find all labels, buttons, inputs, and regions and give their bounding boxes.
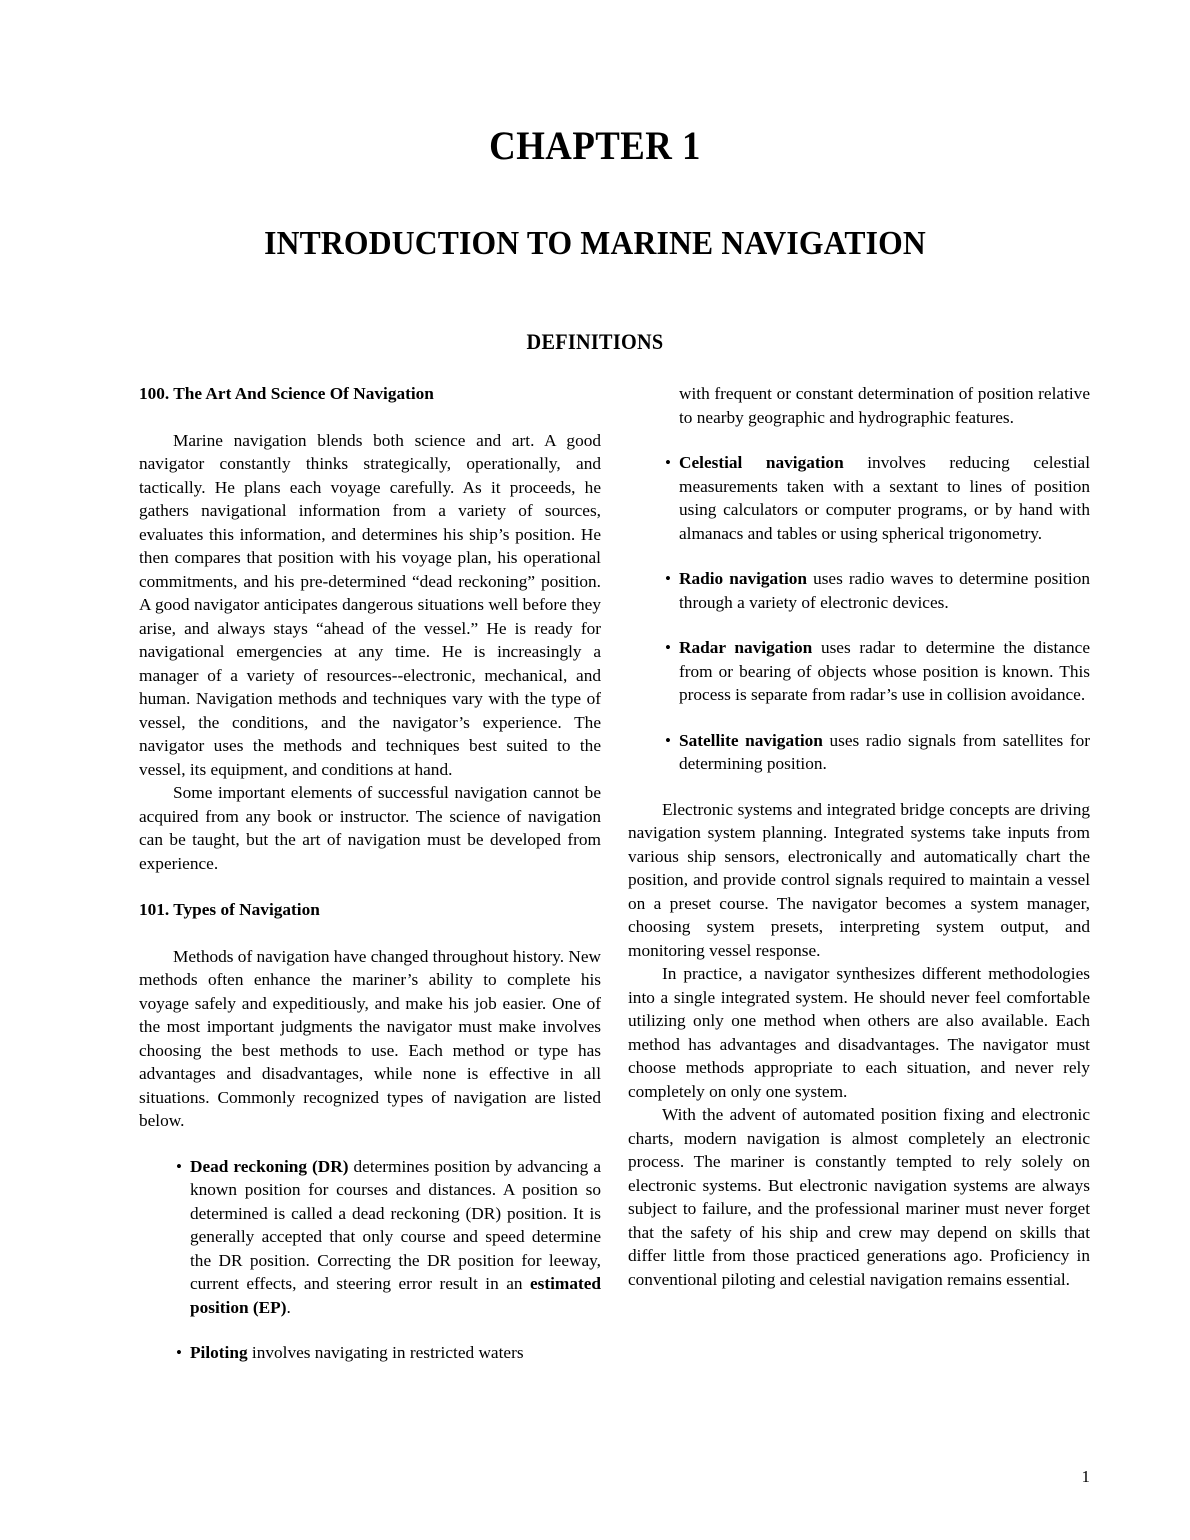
left-column: [139, 382, 601, 1365]
section-heading-definitions: DEFINITIONS: [526, 329, 664, 354]
spacer: [139, 1133, 601, 1155]
paragraph-electronic-systems: Electronic systems and integrated bridge concepts are driving navigation system planning. Integrated systems take inputs from various ship sensors, electronically and automatically chart the position, and provide control signals required to maintain a vessel on a preset course. The navigator becomes a system manager, choosing system presets, interpreting system output, and monitoring vessel response.: [628, 799, 1090, 960]
spacer: [139, 406, 601, 429]
bullet-icon: •: [176, 1343, 182, 1362]
list-item-term: Celestial navigation: [679, 453, 844, 472]
list-item-term: Piloting: [190, 1343, 248, 1362]
navigation-types-list-right-continuation: [628, 382, 1090, 776]
bullet-icon: •: [665, 638, 671, 657]
list-item-text: involves navigating in restricted waters: [247, 1343, 524, 1362]
navigation-types-list-left: [139, 1155, 601, 1365]
paragraph-100-1: Marine navigation blends both science and art. A good navigator constantly thinks strategically, operationally, and tactically. He plans each voyage carefully. As it proceeds, he gathers navigational information from a variety of sources, evaluates this information, and determines his ship’s position. He then compares that position with his voyage plan, his operational commitments, and his pre-determined “dead reckoning” position. A good navigator anticipates dangerous situations well before they arise, and always stays “ahead of the vessel.” He is ready for navigational emergencies at any time. He is increasingly a manager of a variety of resources--electronic, mechanical, and human. Navigation methods and techniques vary with the type of vessel, the conditions, and the navigator’s experience. The navigator uses the methods and techniques best suited to the vessel, its equipment, and conditions at hand.: [139, 430, 601, 779]
paragraph-in-practice: In practice, a navigator synthesizes different methodologies into a single integrated system. He should never feel comfortable utilizing only one method when others are also available. Each method has advantages and disadvantages. The navigator must choose methods appropriate to each situation, and never rely completely on only one system.: [628, 964, 1090, 1101]
list-item-text: involves reducing celestial measurements taken with a sextant to lines of position using calculators or computer programs, or by hand with almanacs and tables or using spherical trigonometry.: [679, 453, 1090, 543]
spacer: [628, 776, 1090, 798]
spacer: [139, 875, 601, 898]
continuation-text: with frequent or constant determination of position relative to nearby geographic and hydrographic features.: [679, 384, 1090, 427]
list-item-text: uses radar to determine the distance from or bearing of objects whose position is known. This process is separate from radar’s use in collision avoidance.: [679, 638, 1090, 704]
paragraph-100-2: Some important elements of successful navigation cannot be acquired from any book or instructor. The science of navigation can be taught, but the art of navigation must be developed from experience.: [139, 783, 601, 873]
list-item: [628, 729, 1090, 776]
list-item-term: Satellite navigation: [679, 730, 823, 750]
document-title: INTRODUCTION TO MARINE NAVIGATION: [264, 225, 926, 262]
right-column: [628, 382, 1090, 1291]
list-item: [628, 636, 1090, 707]
list-item: [139, 1155, 601, 1320]
subsection-heading-101: 101. Types of Navigation: [139, 900, 320, 919]
list-item-text: uses radio signals from satellites for determining position.: [679, 730, 1091, 773]
list-item-continuation: [628, 382, 1090, 429]
list-item-text: determines position by advancing a known position for courses and distances. A position so determined is called a dead reckoning (DR) position. It is generally accepted that only course and speed determine the DR position. Correcting the DR position for leeway, current effects, and steering error result in an: [190, 1156, 601, 1293]
list-item-term: Dead reckoning (DR): [190, 1156, 349, 1176]
bullet-icon: •: [665, 453, 671, 472]
bullet-icon: •: [176, 1156, 182, 1176]
list-item: [628, 567, 1090, 614]
chapter-title: CHAPTER 1: [489, 123, 701, 168]
list-item: [139, 1341, 601, 1365]
paragraph-with-advent: With the advent of automated position fixing and electronic charts, modern navigation is almost completely an electronic process. The mariner is constantly tempted to rely solely on electronic systems. But electronic navigation systems are always subject to failure, and the professional mariner must never forget that the safety of his ship and crew may depend on skills that differ little from those practiced generations ago. Proficiency in conventional piloting and celestial navigation remains essential.: [628, 1105, 1090, 1289]
list-item-term-secondary: estimated position (EP): [190, 1274, 601, 1317]
list-item-text-tail: .: [286, 1297, 291, 1317]
bullet-icon: •: [665, 569, 671, 588]
paragraph-101-1: Methods of navigation have changed throughout history. New methods often enhance the mariner’s ability to complete his voyage safely and expeditiously, and make his job easier. One of the most important judgments the navigator must make involves choosing the best methods to use. Each method or type has advantages and disadvantages, while none is effective in all situations. Commonly recognized types of navigation are listed below.: [139, 946, 601, 1130]
subsection-heading-100: 100. The Art And Science Of Navigation: [139, 384, 434, 403]
list-item: [628, 451, 1090, 545]
list-item-term: Radar navigation: [679, 638, 813, 657]
page-number: 1: [1081, 1467, 1090, 1486]
bullet-icon: •: [665, 730, 671, 750]
spacer: [139, 922, 601, 945]
list-item-text: uses radio waves to determine position through a variety of electronic devices.: [679, 569, 1090, 612]
list-item-term: Radio navigation: [679, 569, 808, 588]
